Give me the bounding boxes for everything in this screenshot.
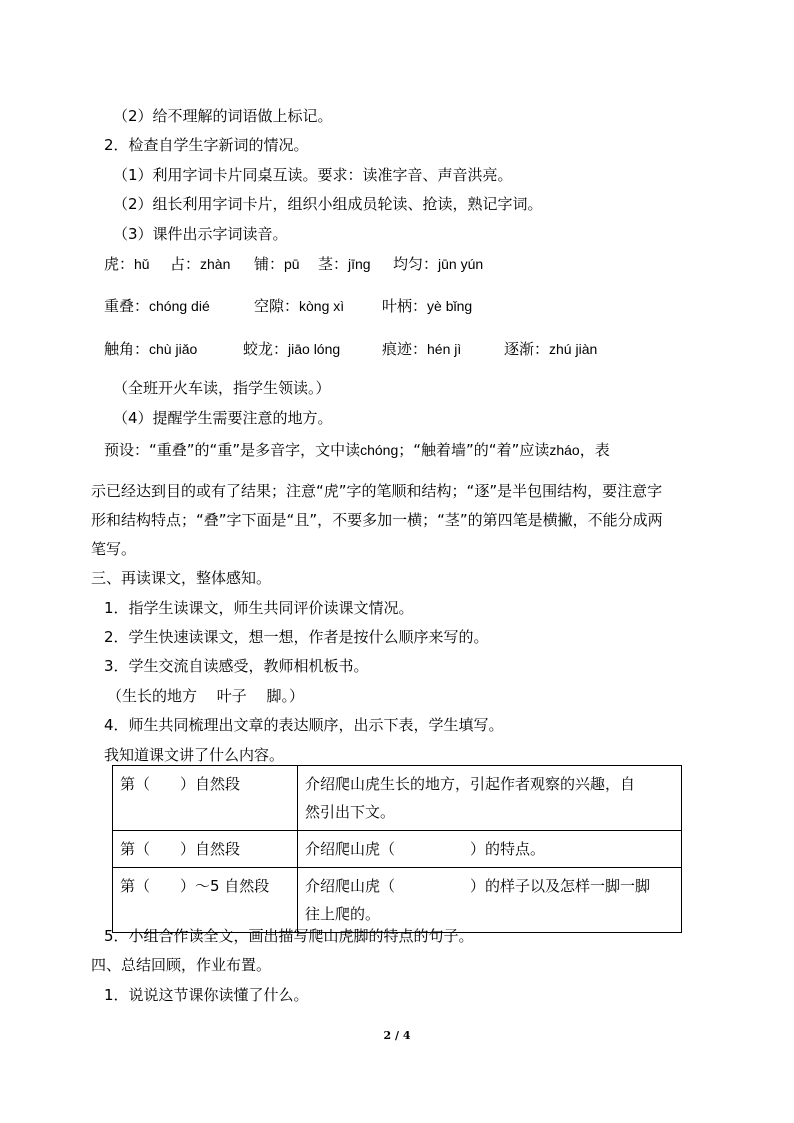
text-line: （1）利用字词卡片同桌互读。要求：读准字音、声音洪亮。	[113, 166, 513, 184]
page-number: 2 / 4	[383, 1029, 411, 1042]
text-line: 1．指学生读课文，师生共同评价读课文情况。	[104, 599, 414, 617]
table-row	[113, 831, 682, 868]
content-table	[112, 765, 682, 933]
vocab-item: 茎：jīng	[318, 255, 371, 273]
text-line: （2）组长利用字词卡片，组织小组成员轮读、抢读，熟记字词。	[113, 195, 543, 213]
vocab-item: 逐渐：zhú jiàn	[504, 340, 598, 358]
vocab-item: 触角：chù jiǎo	[104, 340, 198, 358]
vocab-item: 重叠：chóng dié	[104, 297, 210, 315]
vocab-item: 蛟龙：jiāo lóng	[243, 340, 341, 358]
section-heading: 四、总结回顾，作业布置。	[91, 956, 272, 974]
text-line: 2．学生快速读课文，想一想，作者是按什么顺序来写的。	[104, 628, 489, 646]
text-line: 我知道课文讲了什么内容。	[104, 746, 285, 764]
text-line: 示已经达到目的或有了结果；注意“虎”字的笔顺和结构；“逐”是半包围结构，要注意字	[91, 482, 663, 500]
vocab-item: 占：zhàn	[170, 255, 231, 273]
vocab-item: 叶柄：yè bǐng	[382, 297, 473, 315]
table-cell: 第（ ）自然段	[113, 831, 298, 868]
text-line: 4．师生共同梳理出文章的表达顺序，出示下表，学生填写。	[104, 716, 504, 734]
vocab-item: 空隙：kòng xì	[254, 297, 345, 315]
text-line: （4）提醒学生需要注意的地方。	[113, 409, 333, 427]
table-cell: 第（ ）自然段	[113, 766, 298, 831]
text-line: 5．小组合作读全文，画出描写爬山虎脚的特点的句子。	[104, 927, 474, 945]
text-line: （全班开火车读，指学生领读。）	[113, 379, 331, 397]
text-line: （3）课件出示字词读音。	[113, 225, 288, 243]
vocab-item: 虎：hǔ	[104, 255, 150, 273]
table-cell: 第（ ）～5 自然段	[113, 868, 298, 933]
text-line: （2）给不理解的词语做上标记。	[113, 107, 333, 125]
table-cell: 介绍爬山虎（ ）的特点。	[298, 831, 682, 868]
table-row	[113, 868, 682, 933]
section-heading: 三、再读课文，整体感知。	[91, 569, 272, 587]
text-line: （生长的地方 叶子 脚。）	[107, 687, 305, 705]
text-line: 3．学生交流自读感受，教师相机板书。	[104, 657, 369, 675]
text-line: 笔写。	[91, 540, 137, 558]
text-line: 预设：“重叠”的“重”是多音字，文中读chóng；“触着墙”的“着”应读zháo，表	[104, 441, 610, 459]
vocab-row	[104, 254, 483, 274]
table-cell: 介绍爬山虎（ ）的样子以及怎样一脚一脚 往上爬的。	[298, 868, 682, 933]
vocab-row	[104, 296, 472, 316]
text-line: 1．说说这节课你读懂了什么。	[104, 986, 309, 1004]
vocab-item: 铺：pū	[254, 255, 300, 273]
vocab-item: 均匀：jūn yún	[393, 255, 484, 273]
table-row	[113, 766, 682, 831]
table-cell: 介绍爬山虎生长的地方，引起作者观察的兴趣，自 然引出下文。	[298, 766, 682, 831]
vocab-row	[104, 339, 597, 359]
text-line: 2．检查自学生字新词的情况。	[104, 136, 309, 154]
vocab-item: 痕迹：hén jì	[382, 340, 462, 358]
text-line: 形和结构特点；“叠”字下面是“且”，不要多加一横；“茎”的第四笔是横撇，不能分成两	[91, 511, 663, 529]
